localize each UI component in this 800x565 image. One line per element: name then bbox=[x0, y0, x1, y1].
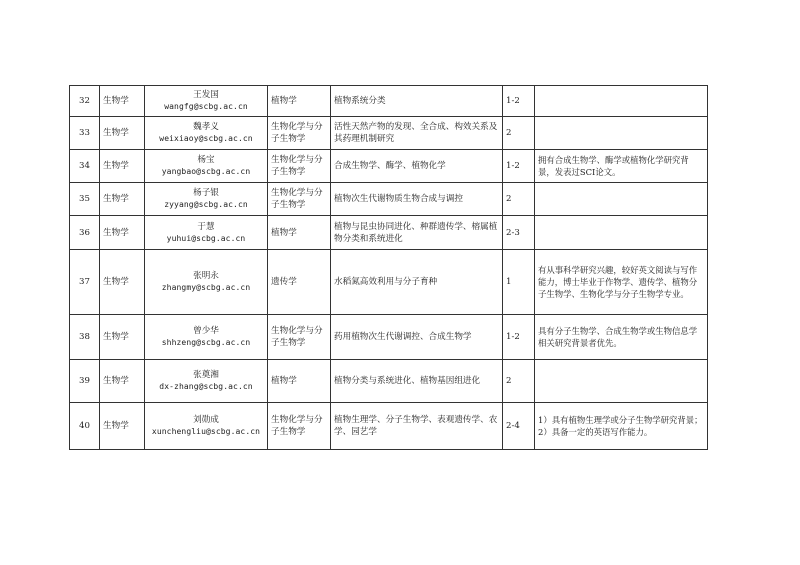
row-requirement bbox=[535, 117, 708, 150]
row-category: 生物学 bbox=[100, 86, 145, 117]
row-number: 37 bbox=[70, 250, 100, 315]
tutor-email: weixiaoy@scbg.ac.cn bbox=[159, 134, 253, 143]
table-row bbox=[70, 183, 708, 216]
tutor-name: 刘勋成 bbox=[193, 415, 219, 425]
tutor-name: 张明永 bbox=[193, 271, 219, 281]
row-direction: 植物与昆虫协同进化、种群遗传学、榕属植物分类和系统进化 bbox=[331, 216, 503, 250]
row-category: 生物学 bbox=[100, 117, 145, 150]
row-number: 36 bbox=[70, 216, 100, 250]
tutor-name: 张奠湘 bbox=[193, 370, 219, 380]
tutor-email: wangfg@scbg.ac.cn bbox=[164, 102, 248, 111]
tutor-cell bbox=[145, 315, 268, 360]
tutor-name: 杨子银 bbox=[193, 188, 219, 198]
row-requirement: 具有分子生物学、合成生物学或生物信息学相关研究背景者优先。 bbox=[535, 315, 708, 360]
row-quota: 1-2 bbox=[503, 86, 535, 117]
row-direction: 植物生理学、分子生物学、表观遗传学、农学、园艺学 bbox=[331, 403, 503, 450]
row-major: 生物化学与分子生物学 bbox=[268, 183, 331, 216]
row-quota: 2-4 bbox=[503, 403, 535, 450]
row-direction: 植物系统分类 bbox=[331, 86, 503, 117]
tutor-cell bbox=[145, 86, 268, 117]
tutor-name: 杨宝 bbox=[197, 155, 215, 165]
row-requirement: 有从事科学研究兴趣，较好英文阅读与写作能力，博士毕业于作物学、遗传学、植物分子生物学、生物化学与分子生物学专业。 bbox=[535, 250, 708, 315]
row-category: 生物学 bbox=[100, 250, 145, 315]
row-number: 34 bbox=[70, 150, 100, 183]
table-row bbox=[70, 403, 708, 450]
row-number: 32 bbox=[70, 86, 100, 117]
row-category: 生物学 bbox=[100, 315, 145, 360]
row-direction: 活性天然产物的发现、全合成、构效关系及其药理机制研究 bbox=[331, 117, 503, 150]
row-direction: 合成生物学、酶学、植物化学 bbox=[331, 150, 503, 183]
row-category: 生物学 bbox=[100, 403, 145, 450]
tutor-cell bbox=[145, 150, 268, 183]
tutor-email: zyyang@scbg.ac.cn bbox=[164, 200, 248, 209]
tutor-email: xunchengliu@scbg.ac.cn bbox=[151, 427, 261, 436]
table-row bbox=[70, 117, 708, 150]
table-row bbox=[70, 216, 708, 250]
table-row bbox=[70, 86, 708, 117]
row-major: 生物化学与分子生物学 bbox=[268, 117, 331, 150]
row-major: 生物化学与分子生物学 bbox=[268, 315, 331, 360]
row-requirement bbox=[535, 360, 708, 403]
row-major: 遗传学 bbox=[268, 250, 331, 315]
row-requirement: 1）具有植物生理学或分子生物学研究背景；2）具备一定的英语写作能力。 bbox=[535, 403, 708, 450]
row-number: 39 bbox=[70, 360, 100, 403]
row-quota: 1 bbox=[503, 250, 535, 315]
row-quota: 1-2 bbox=[503, 315, 535, 360]
row-quota: 2 bbox=[503, 117, 535, 150]
tutor-name: 王发国 bbox=[193, 90, 219, 100]
tutor-cell bbox=[145, 183, 268, 216]
tutor-cell bbox=[145, 250, 268, 315]
table-row bbox=[70, 315, 708, 360]
tutor-name: 于慧 bbox=[197, 221, 215, 232]
row-requirement bbox=[535, 183, 708, 216]
tutor-cell bbox=[145, 360, 268, 403]
row-category: 生物学 bbox=[100, 150, 145, 183]
table-row bbox=[70, 360, 708, 403]
row-quota: 2 bbox=[503, 183, 535, 216]
row-number: 33 bbox=[70, 117, 100, 150]
row-category: 生物学 bbox=[100, 183, 145, 216]
row-major: 生物化学与分子生物学 bbox=[268, 403, 331, 450]
row-category: 生物学 bbox=[100, 360, 145, 403]
row-major: 植物学 bbox=[268, 216, 331, 250]
table-row bbox=[70, 150, 708, 183]
row-category: 生物学 bbox=[100, 216, 145, 250]
tutor-cell bbox=[145, 403, 268, 450]
tutor-cell bbox=[145, 117, 268, 150]
row-quota: 2 bbox=[503, 360, 535, 403]
tutor-cell bbox=[145, 216, 268, 250]
row-number: 35 bbox=[70, 183, 100, 216]
tutor-email: yangbao@scbg.ac.cn bbox=[161, 167, 251, 176]
row-direction: 植物分类与系统进化、植物基因组进化 bbox=[331, 360, 503, 403]
row-direction: 药用植物次生代谢调控、合成生物学 bbox=[331, 315, 503, 360]
tutor-email: dx-zhang@scbg.ac.cn bbox=[159, 382, 253, 391]
tutor-email: zhangmy@scbg.ac.cn bbox=[161, 283, 251, 292]
tutor-name: 曾少华 bbox=[193, 326, 219, 336]
row-number: 40 bbox=[70, 403, 100, 450]
tutor-email: shhzeng@scbg.ac.cn bbox=[161, 338, 251, 347]
table-row bbox=[70, 250, 708, 315]
row-number: 38 bbox=[70, 315, 100, 360]
row-direction: 植物次生代谢物质生物合成与调控 bbox=[331, 183, 503, 216]
row-requirement bbox=[535, 86, 708, 117]
row-major: 生物化学与分子生物学 bbox=[268, 150, 331, 183]
row-quota: 2-3 bbox=[503, 216, 535, 250]
row-requirement: 拥有合成生物学、酶学或植物化学研究背景，发表过SCI论文。 bbox=[535, 150, 708, 183]
tutor-email: yuhui@scbg.ac.cn bbox=[166, 233, 246, 243]
row-major: 植物学 bbox=[268, 86, 331, 117]
tutor-table bbox=[69, 85, 708, 450]
row-requirement bbox=[535, 216, 708, 250]
row-direction: 水稻氮高效利用与分子育种 bbox=[331, 250, 503, 315]
row-quota: 1-2 bbox=[503, 150, 535, 183]
row-major: 植物学 bbox=[268, 360, 331, 403]
tutor-name: 魏孝义 bbox=[193, 122, 219, 132]
